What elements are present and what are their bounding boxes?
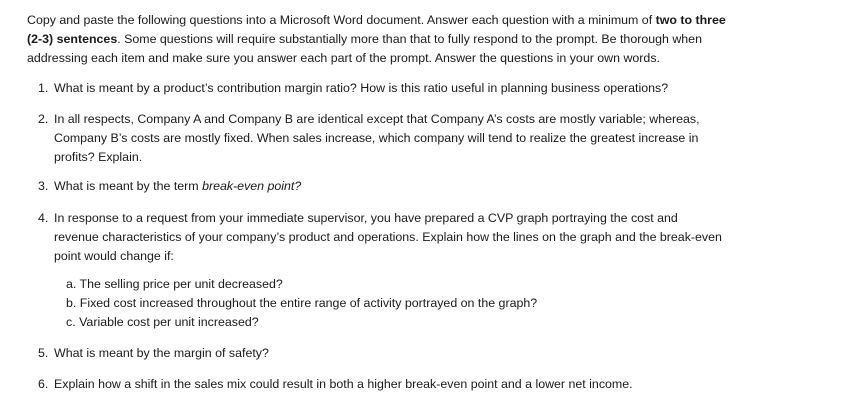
question-text-line: In all respects, Company A and Company B are identical except that Company A’s costs are mostly variable; whereas, xyxy=(54,112,700,126)
question-number: 1. xyxy=(38,81,49,95)
question-text-line: revenue characteristics of your company’s product and operations. Explain how the lines on the graph and the break-even xyxy=(54,230,722,244)
question-number: 5. xyxy=(38,346,49,360)
question-4 xyxy=(38,209,828,266)
instructions-bold-2: (2-3) sentences xyxy=(27,32,118,46)
question-number: 3. xyxy=(38,179,49,193)
instructions-text-1: Copy and paste the following questions into a Microsoft Word document. Answer each question with a minimum of xyxy=(27,13,656,27)
question-text: What is meant by the term xyxy=(54,179,203,193)
question-5 xyxy=(38,344,828,363)
instructions-text-3: addressing each item and make sure you answer each part of the prompt. Answer the questions in your own words. xyxy=(27,51,660,65)
question-text: What is meant by a product’s contribution margin ratio? How is this ratio useful in planning business operations? xyxy=(54,81,669,95)
instructions-paragraph xyxy=(27,11,827,68)
question-number: 4. xyxy=(38,211,49,225)
question-text-line: Company B’s costs are mostly fixed. When sales increase, which company will tend to realize the greatest increase in xyxy=(54,131,699,145)
question-text-line: point would change if: xyxy=(54,249,174,263)
subitem-c: c. Variable cost per unit increased? xyxy=(66,315,259,329)
instructions-text-2: . Some questions will require substantially more than that to fully respond to the prompt. Be thorough when xyxy=(117,32,702,46)
subitem-a: a. The selling price per unit decreased? xyxy=(66,277,283,291)
question-text: Explain how a shift in the sales mix could result in both a higher break-even point and a lower net income. xyxy=(54,377,633,391)
question-text-line: profits? Explain. xyxy=(54,150,143,164)
subitem-b: b. Fixed cost increased throughout the entire range of activity portrayed on the graph? xyxy=(66,296,538,310)
question-6 xyxy=(38,375,828,394)
question-text: What is meant by the margin of safety? xyxy=(54,346,269,360)
question-number: 6. xyxy=(38,377,49,391)
question-3 xyxy=(38,177,828,196)
question-number: 2. xyxy=(38,112,49,126)
question-term-italic: break-even point? xyxy=(202,179,302,193)
question-1 xyxy=(38,79,828,98)
question-2 xyxy=(38,110,828,167)
instructions-bold-1: two to three xyxy=(655,13,726,27)
question-text-line: In response to a request from your immediate supervisor, you have prepared a CVP graph portraying the cost and xyxy=(54,211,678,225)
